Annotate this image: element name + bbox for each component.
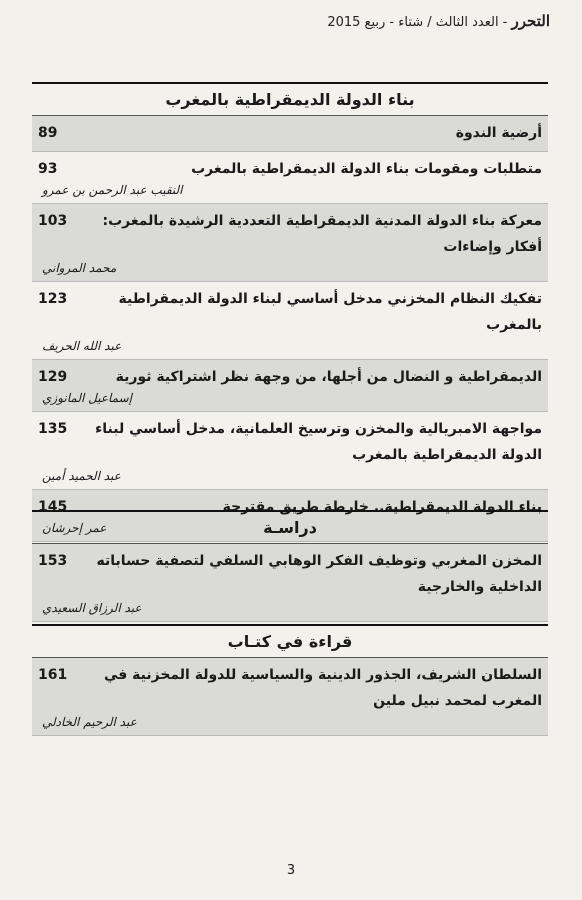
entry-title: معركة بناء الدولة المدنية الديمقراطية التعددية الرشيدة بالمغرب: أفكار وإضاءات bbox=[102, 213, 542, 255]
toc-section-book-review bbox=[32, 624, 548, 736]
toc-entry[interactable] bbox=[32, 204, 548, 282]
entry-author: النقيب عبد الرحمن بن عمرو bbox=[42, 183, 183, 197]
entry-title: أرضية الندوة bbox=[455, 125, 542, 141]
entry-title: بناء الدولة الديمقراطية.. خارطة طريق مقترحة bbox=[222, 499, 542, 515]
entry-page: 89 bbox=[38, 125, 58, 141]
entry-page: 93 bbox=[38, 161, 58, 177]
toc-entry[interactable] bbox=[32, 282, 548, 360]
toc-entry[interactable] bbox=[32, 360, 548, 412]
entry-title: مواجهة الامبريالية والمخزن وترسيخ العلمانية، مدخل أساسي لبناء الدولة الديمقراطية بالمغرب bbox=[95, 421, 542, 463]
toc-entry[interactable] bbox=[32, 152, 548, 204]
entry-title: المخزن المغربي وتوظيف الفكر الوهابي السلفي لتصفية حساباته الداخلية والخارجية bbox=[96, 553, 542, 595]
entry-author: عمر إحرشان bbox=[42, 521, 107, 535]
entry-page: 129 bbox=[38, 369, 68, 385]
entry-title: الديمقراطية و النضال من أجلها، من وجهة نظر اشتراكية ثورية bbox=[115, 369, 542, 385]
running-header bbox=[327, 12, 550, 30]
issue-info: - العدد الثالث / شتاء - ربيع 2015 bbox=[327, 15, 508, 30]
entry-page: 161 bbox=[38, 667, 68, 683]
section-title: بناء الدولة الديمقراطية بالمغرب bbox=[32, 84, 548, 116]
toc-section-democratic-state bbox=[32, 82, 548, 542]
entry-page: 103 bbox=[38, 213, 68, 229]
entry-title: تفكيك النظام المخزني مدخل أساسي لبناء الدولة الديمقراطية بالمغرب bbox=[118, 291, 542, 333]
toc-section-study bbox=[32, 510, 548, 622]
entry-page: 123 bbox=[38, 291, 68, 307]
toc-entry[interactable] bbox=[32, 658, 548, 736]
entry-title: متطلبات ومقومات بناء الدولة الديمقراطية بالمغرب bbox=[191, 161, 542, 177]
entry-author: محمد المرواني bbox=[42, 261, 117, 275]
entry-author: عبد الحميد أمين bbox=[42, 469, 121, 483]
toc-entry[interactable] bbox=[32, 116, 548, 152]
entry-page: 153 bbox=[38, 553, 68, 569]
section-title: قراءة في كتـاب bbox=[32, 626, 548, 658]
journal-name: التحرر bbox=[511, 12, 550, 30]
entry-title: السلطان الشريف، الجذور الدينية والسياسية للدولة المخزنية في المغرب لمحمد نبيل ملين bbox=[103, 667, 542, 709]
entry-page: 135 bbox=[38, 421, 68, 437]
toc-entry[interactable] bbox=[32, 544, 548, 622]
entry-author: عبد الرزاق السعيدي bbox=[42, 601, 142, 615]
entry-author: عبد الله الحريف bbox=[42, 339, 122, 353]
entry-author: عبد الرحيم الخادلي bbox=[42, 715, 137, 729]
entry-page: 145 bbox=[38, 499, 68, 515]
entry-author: إسماعيل المانوزي bbox=[42, 391, 132, 405]
page-number: 3 bbox=[286, 863, 296, 878]
toc-entry[interactable] bbox=[32, 412, 548, 490]
section-title: دراسـة bbox=[32, 512, 548, 544]
